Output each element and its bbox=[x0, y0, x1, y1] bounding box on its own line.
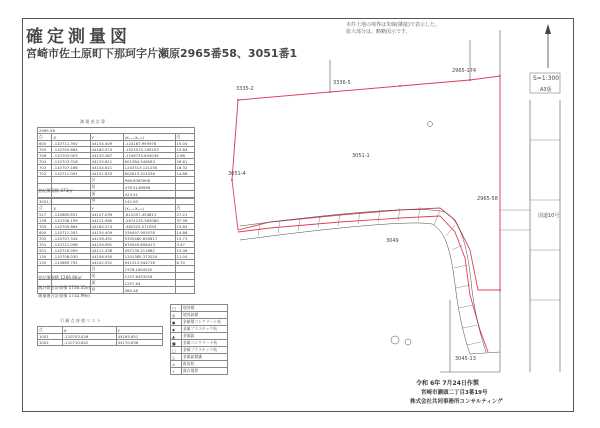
table1-col-calc: (Xₙ₋₁-Xₙ₊₁) bbox=[123, 134, 175, 141]
table-cell: 辺 bbox=[175, 205, 194, 212]
survey-markers bbox=[391, 122, 433, 346]
table-cell bbox=[175, 191, 194, 198]
table-cell: 703 bbox=[38, 165, 52, 171]
table-cell: 2.66 bbox=[175, 153, 194, 159]
summary-row bbox=[38, 177, 195, 184]
table-cell: 701 bbox=[38, 242, 52, 248]
legend-item bbox=[171, 368, 228, 375]
table-cell: 705 bbox=[38, 224, 52, 230]
table-cell: -110711.392 bbox=[52, 141, 90, 147]
table-cell: 600 bbox=[38, 230, 52, 236]
legend-item bbox=[171, 305, 228, 312]
note-line-1: 本件土地の境界は朱線(隣接)で表示した。 bbox=[346, 22, 440, 28]
table-cell: 15.04 bbox=[175, 141, 194, 147]
table-cell bbox=[175, 280, 194, 287]
creation-date: 令和 6年 7月24日作製 bbox=[416, 380, 479, 387]
table-cell: ◯ bbox=[171, 305, 182, 312]
table-cell: + bbox=[171, 368, 182, 375]
table-cell: 倍 bbox=[90, 184, 123, 191]
table-cell: -110711.091 bbox=[52, 171, 90, 177]
table-cell: 1201385.372024 bbox=[123, 254, 175, 260]
table-cell: -110685.831 bbox=[52, 212, 90, 218]
legend-item bbox=[171, 361, 228, 368]
table-cell: 44154.409 bbox=[90, 141, 123, 147]
table-cell: 44151.633 bbox=[90, 171, 123, 177]
table-cell: X bbox=[62, 327, 116, 334]
table-cell: -110689.792 bbox=[52, 260, 90, 266]
table1-col-y: Y bbox=[90, 134, 123, 141]
document-subtitle: 宮崎市佐土原町下那珂字片瀬原2965番58、3051番1 bbox=[26, 47, 298, 60]
table-cell bbox=[175, 184, 194, 191]
table-cell: 面 bbox=[90, 280, 123, 287]
table-cell: 倍 bbox=[90, 273, 123, 280]
table-cell: 15.06 bbox=[175, 248, 194, 254]
legend-item bbox=[171, 340, 228, 347]
table-cell: 金属プラスチック杭 bbox=[182, 326, 228, 333]
legend-item bbox=[171, 354, 228, 361]
paper-size-label: A3版 bbox=[540, 87, 552, 93]
legend-item bbox=[171, 326, 228, 333]
lot-2965-58: 2965-58 bbox=[477, 196, 498, 202]
table-cell: Y bbox=[116, 327, 162, 334]
legend bbox=[170, 304, 228, 375]
table-cell bbox=[175, 177, 194, 184]
company-address: 宮崎市瀬頭二丁目3番19号 bbox=[421, 390, 488, 396]
table-cell: 44160.574 bbox=[90, 224, 123, 230]
table-cell: 44135.487 bbox=[90, 153, 123, 159]
table-cell: 1257.6453018 bbox=[123, 273, 175, 280]
table-cell: 15.84 bbox=[175, 224, 194, 230]
legend-item bbox=[171, 347, 228, 354]
table-cell: (Xₙ₋₁-Xₙ₊₁) bbox=[123, 205, 175, 212]
table-cell: -110703.316 bbox=[52, 159, 90, 165]
table-cell: -110711.098 bbox=[52, 242, 90, 248]
table-cell: 境界標 bbox=[182, 305, 228, 312]
table-cell: 705 bbox=[38, 147, 52, 153]
table1-col-side: 辺 bbox=[175, 134, 194, 141]
document-title: 確定測量図 bbox=[26, 27, 131, 47]
table-cell: 44165.651 bbox=[116, 334, 162, 340]
table-cell: -110707.166 bbox=[52, 165, 90, 171]
table-cell bbox=[52, 266, 90, 273]
table-cell: 既設杭 bbox=[182, 361, 228, 368]
table-cell: -462525.071094 bbox=[123, 224, 175, 230]
table-cell: 996.6363906 bbox=[123, 177, 175, 184]
legend-item bbox=[171, 319, 228, 326]
note-line-2: 拡大部分は、略略図示です。 bbox=[346, 29, 411, 35]
table-cell: 44127.039 bbox=[90, 212, 123, 218]
table-cell bbox=[52, 177, 90, 184]
table-cell: □ bbox=[171, 347, 182, 354]
summary-row bbox=[38, 266, 195, 273]
table-cell: 点 bbox=[38, 327, 63, 334]
table-cell: 37.56 bbox=[175, 218, 194, 224]
table-cell: -124167.995978 bbox=[123, 141, 175, 147]
table-cell: 14.86 bbox=[175, 230, 194, 236]
table-cell: 境界鋲標 bbox=[182, 312, 228, 319]
lot-3045-13: 3045-13 bbox=[455, 356, 476, 362]
lot-2965-174: 2965-174 bbox=[452, 68, 477, 74]
table1-caption: 測 積 表 計 算 bbox=[80, 119, 106, 124]
table-cell: 金属コンクリート杭 bbox=[182, 340, 228, 347]
table-cell: 金属鋲 bbox=[182, 333, 228, 340]
north-arrow-icon bbox=[545, 24, 551, 68]
table-cell: 941313.944716 bbox=[123, 260, 175, 266]
total-registered-area: 既計算合計面積 1730.35㎡ bbox=[38, 285, 91, 290]
table-cell: ▲ bbox=[171, 333, 182, 340]
table-cell: 1001 bbox=[38, 334, 63, 340]
table-cell: 3.47 bbox=[175, 242, 194, 248]
table-cell: 802613.414336 bbox=[123, 171, 175, 177]
hatched-road bbox=[240, 207, 486, 354]
table-cell: 計 bbox=[90, 266, 123, 273]
table-cell: ■ bbox=[171, 340, 182, 347]
lot-3051-1: 3051-1 bbox=[352, 153, 370, 159]
table-cell: 423.51 bbox=[123, 191, 175, 198]
table-cell: X bbox=[52, 205, 90, 212]
table2-section: 3051-1 bbox=[38, 199, 195, 205]
lot-3336-5: 3336-5 bbox=[333, 80, 351, 86]
table-cell: 44144.621 bbox=[90, 165, 123, 171]
table-cell: 金属プラスチック杭 bbox=[182, 347, 228, 354]
table-cell: 600 bbox=[38, 141, 52, 147]
table-cell bbox=[175, 273, 194, 280]
table-cell: 706 bbox=[38, 153, 52, 159]
neighbour-lines bbox=[232, 40, 500, 180]
table-cell: 27.21 bbox=[175, 212, 194, 218]
table-cell: 26.61 bbox=[175, 159, 194, 165]
table-cell: 501 bbox=[38, 248, 52, 254]
company-name: 株式会社共同事務所コンサルティング bbox=[410, 399, 503, 405]
table-cell: 702 bbox=[38, 171, 52, 177]
lot-3335-2: 3335-2 bbox=[236, 86, 254, 92]
registered-area-1: 登記簿面積 473㎡ bbox=[38, 188, 73, 193]
road-label: 国道10号 bbox=[538, 213, 560, 219]
lot-3051-4: 3051-4 bbox=[228, 171, 246, 177]
scale-label: S=1:300 bbox=[533, 75, 560, 82]
table-cell: -110703.003 bbox=[52, 153, 90, 159]
table-cell: 670049.658413 bbox=[123, 242, 175, 248]
table-cell: 704 bbox=[38, 159, 52, 165]
table-cell bbox=[38, 266, 52, 273]
table-cell: 44170.636 bbox=[116, 340, 162, 346]
table-cell: 44106.930 bbox=[90, 254, 123, 260]
table-cell: 44135.811 bbox=[90, 159, 123, 165]
table-cell: -110707.344 bbox=[52, 236, 90, 242]
table-cell: -2672235.383080 bbox=[123, 218, 175, 224]
total-surveyed-area: 測量後合計面積 1732.99㎡ bbox=[38, 293, 91, 298]
table-cell: 135 bbox=[38, 260, 52, 266]
table-cell: 44111.438 bbox=[90, 248, 123, 254]
table-cell: 坪 bbox=[90, 198, 123, 205]
table-cell: ● bbox=[171, 319, 182, 326]
table-cell: -110708.030 bbox=[52, 254, 90, 260]
table-cell: 142.93 bbox=[123, 198, 175, 205]
legend-item bbox=[171, 333, 228, 340]
table-cell: 2376.1804520 bbox=[123, 266, 175, 273]
table-cell: Y bbox=[90, 205, 123, 212]
scale-box bbox=[530, 73, 560, 93]
table-cell: 6.70 bbox=[175, 260, 194, 266]
table-cell: -110705.664 bbox=[52, 224, 90, 230]
table-cell bbox=[175, 266, 194, 273]
table-cell: 44111.560 bbox=[90, 218, 123, 224]
table-cell: 130 bbox=[38, 254, 52, 260]
table-cell: -110710.642 bbox=[62, 340, 116, 346]
boundary-line bbox=[232, 76, 500, 352]
table-cell: 15.84 bbox=[175, 147, 194, 153]
table-cell: 702 bbox=[38, 236, 52, 242]
table-cell: -110703.026 bbox=[62, 334, 116, 340]
table-cell: 計 bbox=[90, 177, 123, 184]
coordinate-list-table bbox=[37, 326, 163, 346]
table1-col-point: 点 bbox=[38, 134, 52, 141]
table-cell: -612057.454813 bbox=[123, 212, 175, 218]
table-cell: 金属製コンクリート杭 bbox=[182, 319, 228, 326]
table-cell: 13.71 bbox=[175, 236, 194, 242]
table-cell: × bbox=[171, 361, 182, 368]
table-cell: 380.48 bbox=[123, 287, 175, 294]
table-row bbox=[38, 340, 163, 346]
table-cell: 金属鋲標識 bbox=[182, 354, 228, 361]
table-cell: 18.32 bbox=[175, 165, 194, 171]
table-cell: 坪 bbox=[90, 287, 123, 294]
registered-area-2: 登記簿面積 1266.66㎡ bbox=[38, 275, 82, 280]
table-cell: 601384.546063 bbox=[123, 159, 175, 165]
legend-item bbox=[171, 312, 228, 319]
table-cell: 334497.905578 bbox=[123, 230, 175, 236]
table-cell: 既存境界 bbox=[182, 368, 228, 375]
table-cell bbox=[175, 287, 194, 294]
table-cell: -110711.392 bbox=[52, 230, 90, 236]
table-cell bbox=[38, 177, 52, 184]
table-cell: 44102.551 bbox=[90, 260, 123, 266]
table1-section: 2965-58 bbox=[38, 128, 195, 134]
table-cell: 44160.574 bbox=[90, 147, 123, 153]
table3-caption: 引 継 点 座 標 リ ス ト bbox=[60, 318, 101, 323]
table-cell: 139 bbox=[38, 218, 52, 224]
table-cell: 面 bbox=[90, 191, 123, 198]
table-cell: 11.04 bbox=[175, 254, 194, 260]
table-cell: 517 bbox=[38, 212, 52, 218]
table-cell: 14.86 bbox=[175, 171, 194, 177]
table-cell: -110708.199 bbox=[52, 218, 90, 224]
red-point-marks bbox=[231, 75, 501, 291]
table-cell: 1257.64 bbox=[123, 280, 175, 287]
table-cell: △ bbox=[171, 354, 182, 361]
table-cell: 44109.991 bbox=[90, 242, 123, 248]
table-cell: -110705.664 bbox=[52, 147, 90, 153]
table-cell: -1523515.190203 bbox=[123, 147, 175, 153]
table-cell: -1106733.654049 bbox=[123, 153, 175, 159]
table-cell: -110716.990 bbox=[52, 248, 90, 254]
table-cell: 478.5148998 bbox=[123, 184, 175, 191]
table-cell: 点 bbox=[38, 205, 52, 212]
table-cell: 497139.211862 bbox=[123, 248, 175, 254]
table-cell: 5305480.650817 bbox=[123, 236, 175, 242]
table-cell: ◎ bbox=[171, 312, 182, 319]
table-cell: 44136.491 bbox=[90, 236, 123, 242]
table-cell: 1002 bbox=[38, 340, 63, 346]
table-cell: 1243513.121250 bbox=[123, 165, 175, 171]
table1-col-x: X bbox=[52, 134, 90, 141]
table-cell: 44154.409 bbox=[90, 230, 123, 236]
lot-3049: 3049 bbox=[386, 238, 399, 244]
table-cell: ◆ bbox=[171, 326, 182, 333]
